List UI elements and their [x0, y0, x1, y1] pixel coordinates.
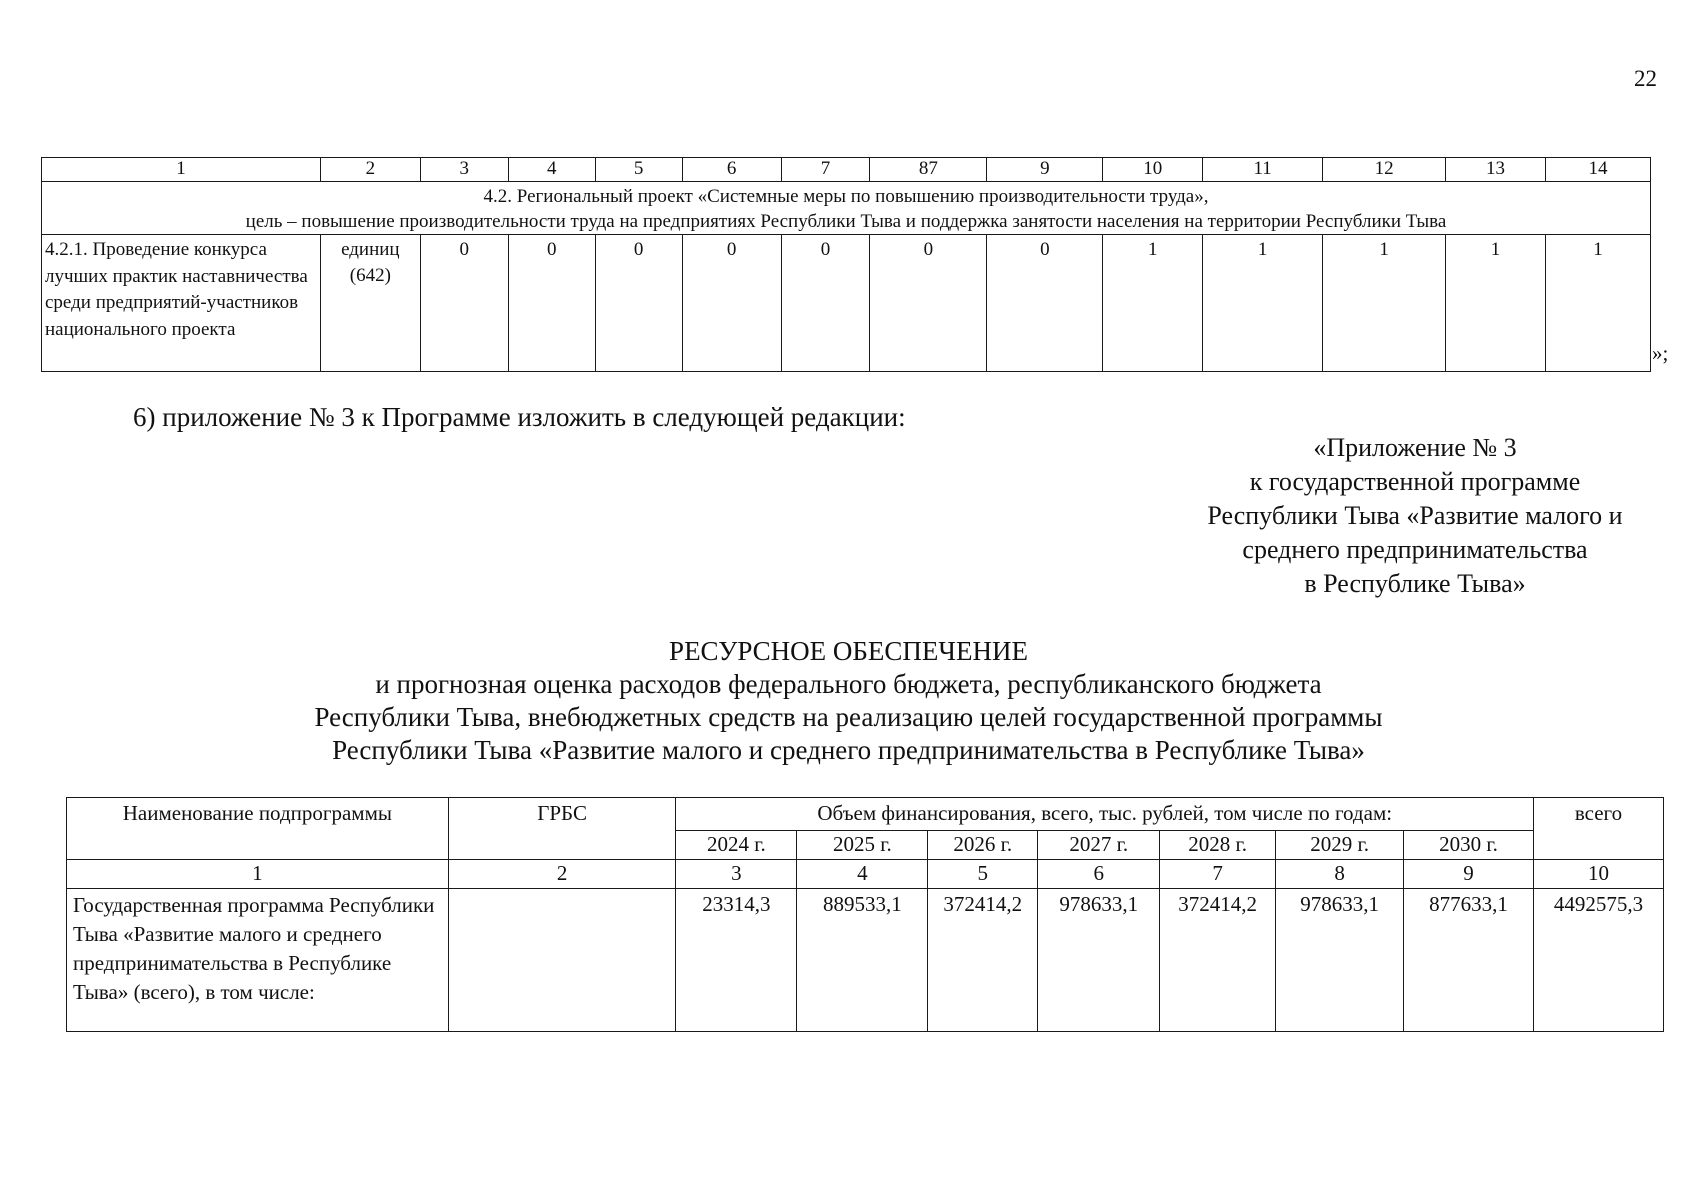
closing-quote-mark: »; [1652, 341, 1669, 365]
year-header: 2029 г. [1276, 831, 1404, 860]
section-heading-line: 4.2. Региональный проект «Системные меры по повышению производительности труда», [483, 186, 1209, 207]
indicator-name: 4.2.1. Проведение конкурса лучших практик наставничества среди предприятий-участников национального проекта [42, 235, 321, 372]
appendix-line: к государственной программе [1249, 467, 1581, 496]
appendix-line: Республики Тыва «Развитие малого и [1207, 501, 1623, 530]
column-number: 3 [420, 158, 508, 182]
column-number: 8 [1276, 860, 1404, 889]
column-number: 7 [781, 158, 870, 182]
value-cell: 0 [870, 235, 987, 372]
funding-total: 4492575,3 [1533, 889, 1663, 1032]
column-number: 9 [1404, 860, 1534, 889]
title-line: Республики Тыва, внебюджетных средств на реализацию целей государственной программы [314, 702, 1383, 732]
value-cell: 0 [508, 235, 595, 372]
funding-value: 372414,2 [1160, 889, 1276, 1032]
column-number: 87 [870, 158, 987, 182]
column-number: 6 [1038, 860, 1160, 889]
section-heading [42, 182, 1651, 235]
header-financing: Объем финансирования, всего, тыс. рублей, том числе по годам: [676, 798, 1534, 831]
amendment-paragraph: 6) приложение № 3 к Программе изложить в следующей редакции: [133, 402, 906, 432]
value-cell: 0 [420, 235, 508, 372]
table-row [42, 235, 1651, 372]
value-cell: 1 [1203, 235, 1323, 372]
year-header: 2025 г. [797, 831, 928, 860]
funding-value: 978633,1 [1038, 889, 1160, 1032]
column-number: 1 [67, 860, 449, 889]
year-header: 2030 г. [1404, 831, 1534, 860]
funding-table [66, 797, 1664, 1032]
funding-value: 372414,2 [928, 889, 1038, 1032]
appendix-heading [1155, 431, 1675, 601]
column-number: 5 [928, 860, 1038, 889]
grbs-cell [448, 889, 676, 1032]
title-line: Республики Тыва «Развитие малого и среднего предпринимательства в Республике Тыва» [332, 735, 1365, 765]
value-cell: 0 [781, 235, 870, 372]
column-number: 12 [1323, 158, 1446, 182]
column-number: 2 [448, 860, 676, 889]
column-number: 4 [797, 860, 928, 889]
year-header: 2024 г. [676, 831, 797, 860]
section-goal-line: цель – повышение производительности труда на предприятиях Республики Тыва и поддержка занятости населения на территории Республики Тыва [245, 211, 1447, 232]
column-number: 1 [42, 158, 321, 182]
column-number-row [42, 158, 1651, 182]
year-header: 2026 г. [928, 831, 1038, 860]
funding-value: 23314,3 [676, 889, 797, 1032]
title-line: РЕСУРСНОЕ ОБЕСПЕЧЕНИЕ [669, 636, 1028, 666]
column-number: 7 [1160, 860, 1276, 889]
unit-cell: единиц (642) [320, 235, 420, 372]
section-row [42, 182, 1651, 235]
funding-value: 877633,1 [1404, 889, 1534, 1032]
column-number: 6 [682, 158, 781, 182]
column-number: 14 [1545, 158, 1650, 182]
value-cell: 1 [1545, 235, 1650, 372]
table-row [67, 889, 1664, 1032]
column-number: 2 [320, 158, 420, 182]
column-number: 10 [1533, 860, 1663, 889]
value-cell: 1 [1323, 235, 1446, 372]
year-header: 2028 г. [1160, 831, 1276, 860]
document-title [0, 635, 1697, 767]
value-cell: 0 [682, 235, 781, 372]
program-name: Государственная программа Республики Тыва «Развитие малого и среднего предпринимательства в Республике Тыва» (всего), в том числе: [67, 889, 449, 1032]
appendix-line: в Республике Тыва» [1304, 569, 1526, 598]
column-number: 10 [1103, 158, 1203, 182]
funding-value: 978633,1 [1276, 889, 1404, 1032]
column-number: 13 [1446, 158, 1546, 182]
indicators-table [41, 157, 1651, 372]
header-subprogram-name: Наименование подпрограммы [67, 798, 449, 860]
year-header: 2027 г. [1038, 831, 1160, 860]
appendix-line: среднего предпринимательства [1242, 535, 1588, 564]
header-grbs: ГРБС [448, 798, 676, 860]
title-line: и прогнозная оценка расходов федерального бюджета, республиканского бюджета [375, 669, 1322, 699]
column-number: 4 [508, 158, 595, 182]
column-number: 3 [676, 860, 797, 889]
appendix-line: «Приложение № 3 [1313, 433, 1517, 462]
value-cell: 0 [595, 235, 682, 372]
value-cell: 0 [987, 235, 1103, 372]
column-number-row [67, 860, 1664, 889]
header-total: всего [1533, 798, 1663, 860]
column-number: 9 [987, 158, 1103, 182]
column-number: 11 [1203, 158, 1323, 182]
header-row [67, 798, 1664, 831]
page-number: 22 [1634, 66, 1657, 91]
column-number: 5 [595, 158, 682, 182]
value-cell: 1 [1103, 235, 1203, 372]
value-cell: 1 [1446, 235, 1546, 372]
funding-value: 889533,1 [797, 889, 928, 1032]
